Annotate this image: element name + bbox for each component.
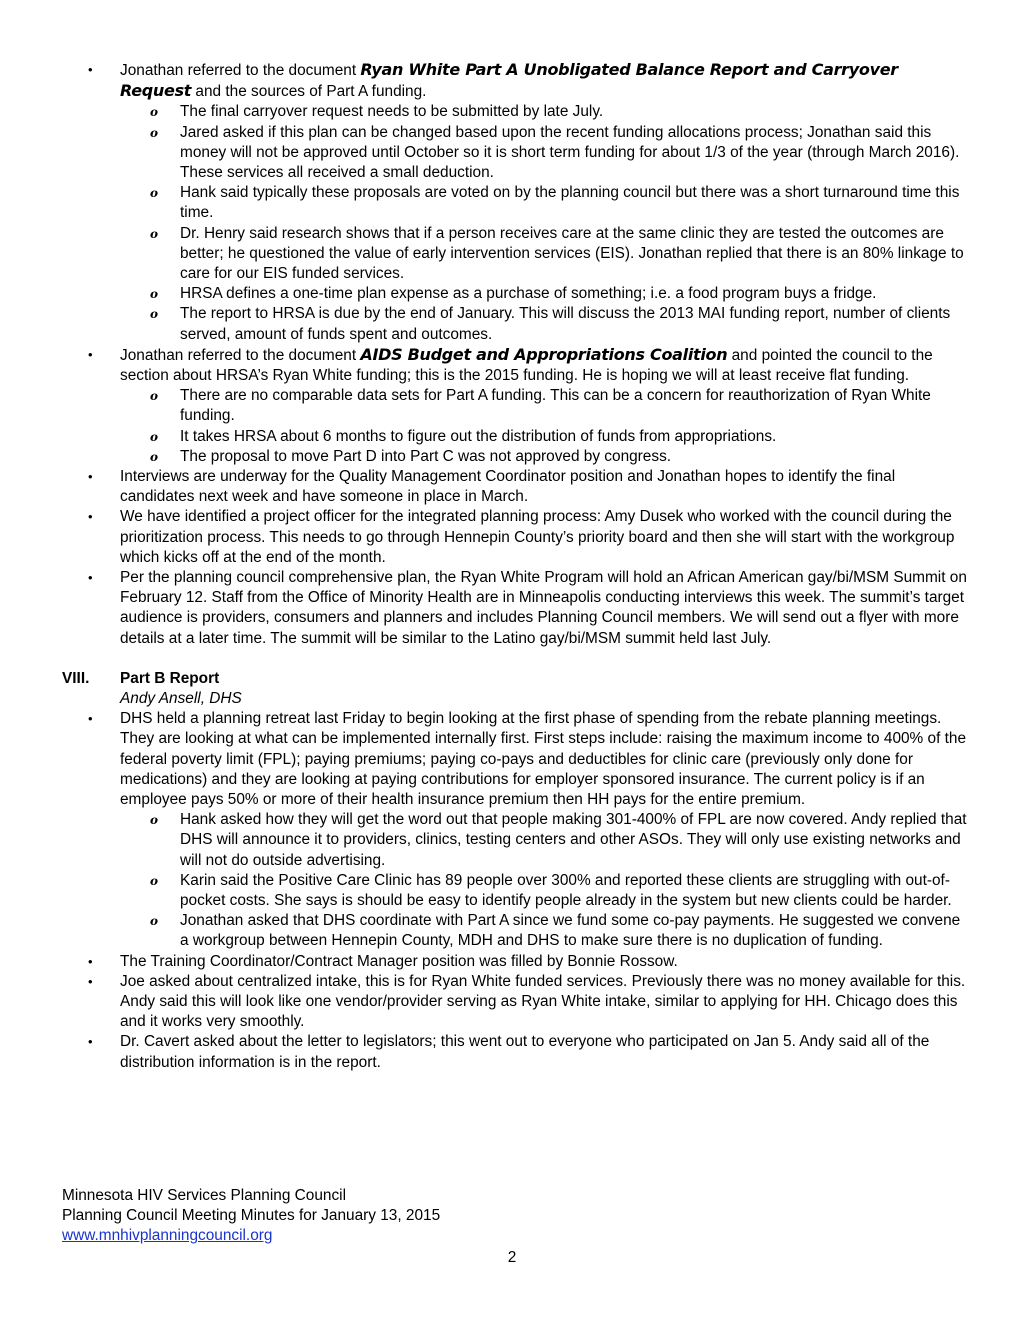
bullet-icon: • [88,711,93,727]
footer-org: Minnesota HIV Services Planning Council [62,1187,347,1204]
item-text: Jonathan referred to the document [120,346,361,364]
sub-bullet-icon: o [150,429,159,444]
page-footer [62,1186,967,1247]
list-item [62,709,967,951]
bullet-icon: • [88,570,93,586]
list-item [62,467,967,507]
part-b-notes [62,709,967,1073]
sub-bullet-icon: o [150,105,159,120]
section-title: Part B Report [120,669,220,687]
list-item [62,507,967,568]
bullet-icon: • [88,469,93,485]
footer-minutes-title: Planning Council Meeting Minutes for January 13, 2015 [62,1207,441,1225]
sub-bullet-icon: o [150,125,159,140]
sub-bullet-icon: o [150,287,159,302]
bullet-icon: • [88,953,93,969]
part-b-section [62,669,967,1073]
sub-bullet-icon: o [150,873,159,888]
sub-bullet-icon: o [150,186,159,201]
list-item [62,345,967,467]
item-text: We have identified a project officer for the integrated planning process: Amy Dusek who worked with the council during the prioritization process. This needs to go through Hennepin County’s priority board and then she will start with the workgroup which kicks off at the end of the month. [120,508,955,566]
sub-list [120,102,967,344]
item-text: Joe asked about centralized intake, this is for Ryan White funded services. Previously there was no money available for this. Andy said this will look like one vendor/provider serving as Ryan White intake, similar to applying for HH. Chicago does this and it works very smoothly. [120,972,966,1031]
sub-list-item: o HRSA defines a one-time plan expense as a purchase of something; i.e. a food program buys a fridge. [180,284,967,304]
part-a-notes [62,60,967,649]
section-heading [62,669,967,689]
sub-list [120,810,967,951]
item-text: and pointed the council to the section about HRSA’s Ryan White funding; this is the 2015 funding. He is hoping we will at least receive flat funding. [120,346,933,385]
sub-bullet-icon: o [150,389,159,404]
item-text: DHS held a planning retreat last Friday to begin looking at the first phase of spending from the rebate planning meetings. They are looking at what can be implemented internally first. First steps include: raising the maximum income to 400% of the federal poverty limit (FPL); paying premiums; paying co-pays and deductibles for clinic care (previously only done for medications) and they are looking at paying contributions for employer sponsored insurance. The current policy is if an employee pays 50% or more of their health insurance premium then HH pays for the entire premium. [120,710,967,808]
item-text: Jonathan referred to the document [120,62,361,79]
presenter-name: Andy Ansell, DHS [120,689,242,707]
bullet-icon: • [88,509,93,525]
website-link[interactable]: www.mnhivplanningcouncil.org [62,1227,273,1245]
sub-bullet-icon: o [150,307,159,322]
sub-list-item: o There are no comparable data sets for Part A funding. This can be a concern for reauthorization of Ryan White funding. [150,387,931,425]
list-item [62,568,967,649]
document-title: AIDS Budget and Appropriations Coalition [360,344,728,364]
bullet-icon: • [88,973,93,989]
sub-bullet-icon: o [150,226,159,241]
sub-list-item: o The final carryover request needs to be submitted by late July. [180,102,967,122]
sub-bullet-icon: o [150,449,159,464]
bullet-icon: • [88,346,93,362]
sub-list-item: o It takes HRSA about 6 months to figure out the distribution of funds from appropriations. [180,427,967,447]
bullet-icon: • [88,62,93,77]
document-title: Ryan White Part A Unobligated Balance Report and Carryover Request [120,60,898,101]
page-number: 2 [507,1249,517,1266]
list-item [62,972,967,1033]
sub-list-item: o Hank asked how they will get the word out that people making 301-400% of FPL are now covered. Andy replied that DHS will announce it to providers, clinics, testing centers and other ASOs. They will only use existing networks and will not do outside advertising. [150,811,967,869]
sub-list-item: o The proposal to move Part D into Part C was not approved by congress. [180,447,967,467]
item-text: Interviews are underway for the Quality Management Coordinator position and Jonathan hopes to identify the final candidates next week and have someone in place in March. [120,468,896,506]
list-item [62,952,967,972]
sub-list-item: o Hank said typically these proposals are voted on by the planning council but there was a short turnaround time this time. [150,184,960,222]
sub-list-item: o Dr. Henry said research shows that if a person receives care at the same clinic they are tested the outcomes are better; he questioned the value of early intervention services (EIS). Jonathan replied that there is an 80% linkage to care for our EIS funded services. [150,224,964,283]
minutes-body [62,60,967,1073]
list-item [62,1032,967,1072]
sub-list [120,386,967,467]
item-text: Per the planning council comprehensive plan, the Ryan White Program will hold an African American gay/bi/MSM Summit on February 12. Staff from the Office of Minority Health are in Minneapolis conducting interviews this week. The summit’s target audience is providers, consumers and planners and includes Planning Council members. We will send out a flyer with more details at a later time. The summit will be similar to the Latino gay/bi/MSM summit held last July. [120,569,967,647]
list-item [62,60,967,345]
sub-list-item: o Jared asked if this plan can be changed based upon the recent funding allocations process; Jonathan said this money will not be approved until October so it is short term funding for about 1/3 of the year (through March 2016). These services all received a small deduction. [150,123,960,182]
item-text: Dr. Cavert asked about the letter to legislators; this went out to everyone who participated on Jan 5. Andy said all of the distribution information is in the report. [120,1033,930,1071]
sub-bullet-icon: o [150,813,159,828]
item-text: and the sources of Part A funding. [191,83,427,101]
sub-list-item: o Karin said the Positive Care Clinic has 89 people over 300% and reported these clients are struggling with out-of-pocket costs. She says is should be easy to identify people already in the system but new clients could be harder. [150,871,952,909]
section-number: VIII. [62,669,90,687]
bullet-icon: • [88,1034,93,1050]
item-text: The Training Coordinator/Contract Manager position was filled by Bonnie Rossow. [120,952,678,970]
sub-bullet-icon: o [150,914,159,929]
sub-list-item: o The report to HRSA is due by the end of January. This will discuss the 2013 MAI funding report, number of clients served, amount of funds spent and outcomes. [150,305,951,343]
sub-list-item: o Jonathan asked that DHS coordinate with Part A since we fund some co-pay payments. He suggested we convene a workgroup between Hennepin County, MDH and DHS to make sure there is no duplication of funding. [150,912,961,950]
